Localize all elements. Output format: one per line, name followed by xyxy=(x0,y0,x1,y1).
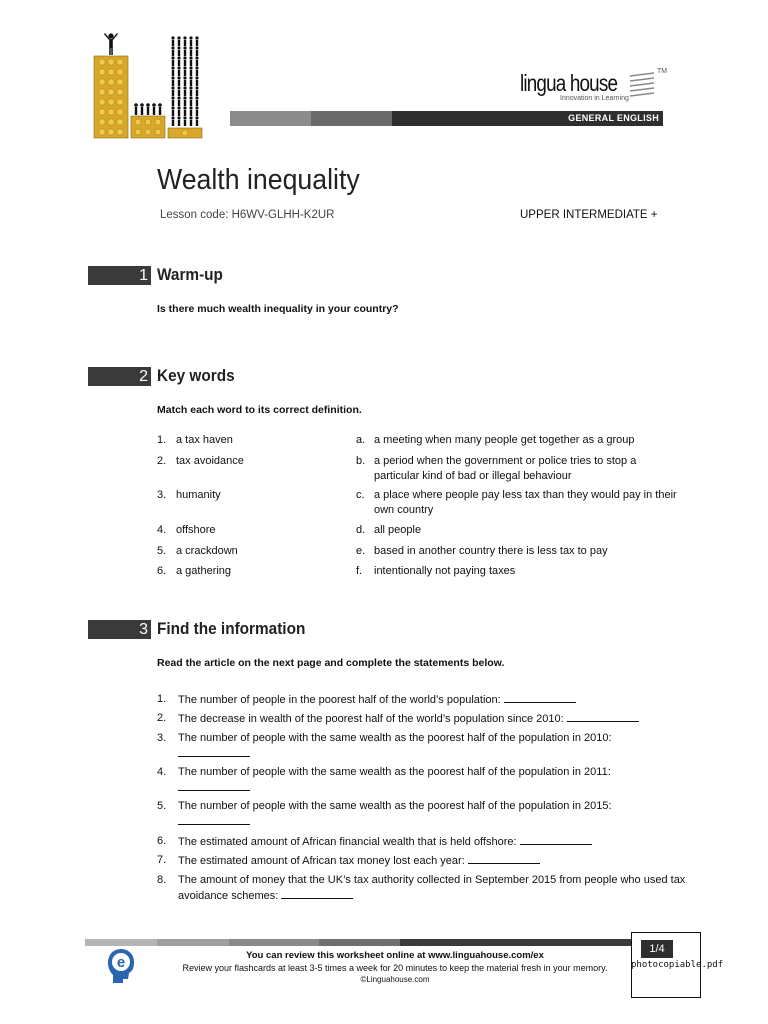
definition-item: c. a place where people pay less tax than they would pay in their own country xyxy=(356,489,677,516)
answer-blank[interactable] xyxy=(567,711,639,722)
word-item: 5. a crackdown xyxy=(157,545,238,557)
section-1-title: Warm-up xyxy=(157,266,223,284)
photocopiable-label: photocopiable.pdf xyxy=(631,960,724,970)
answer-blank[interactable] xyxy=(178,780,250,791)
section-2-title: Key words xyxy=(157,367,235,385)
section-3-title: Find the information xyxy=(157,620,306,638)
trademark-mark: TM xyxy=(657,68,668,75)
section-2-number: 2 xyxy=(88,367,151,386)
statement-item: 5. The number of people with the same wealth as the poorest half of the population in 2015: xyxy=(157,799,657,830)
word-item: 2. tax avoidance xyxy=(157,455,244,467)
definition-item: a. a meeting when many people get together as a group xyxy=(356,434,635,446)
e-learning-icon[interactable] xyxy=(106,947,136,985)
answer-blank[interactable] xyxy=(468,853,540,864)
footer-copyright: ©Linguahouse.com xyxy=(360,975,430,984)
statement-item: 7. The estimated amount of African tax money lost each year: xyxy=(157,853,687,869)
footer-flashcard-tip: Review your flashcards at least 3-5 times a week for 20 minutes to keep the material fresh in your memory. xyxy=(182,963,608,973)
page-title: Wealth inequality xyxy=(157,164,360,196)
statement-item: 3. The number of people with the same wealth as the poorest half of the population in 2010: xyxy=(157,731,657,762)
statement-item: 8. The amount of money that the UK’s tax authority collected in September 2015 from people who used tax avoidance schemes: xyxy=(157,874,686,902)
answer-blank[interactable] xyxy=(178,746,250,757)
level-label: UPPER INTERMEDIATE + xyxy=(520,209,658,221)
section-3-instruction: Read the article on the next page and complete the statements below. xyxy=(157,657,505,669)
statement-item: 1. The number of people in the poorest half of the world’s population: xyxy=(157,692,687,708)
definition-item: b. a period when the government or police tries to stop a particular kind of bad or illegal behaviour xyxy=(356,455,637,482)
lesson-code: Lesson code: H6WV-GLHH-K2UR xyxy=(160,209,335,221)
answer-blank[interactable] xyxy=(178,814,250,825)
svg-text:e: e xyxy=(116,954,126,971)
page-number: 1/4 xyxy=(641,940,673,958)
statement-item: 4. The number of people with the same wealth as the poorest half of the population in 2011: xyxy=(157,765,657,796)
word-item: 6. a gathering xyxy=(157,565,232,577)
definition-item: d. all people xyxy=(356,524,422,536)
category-label: GENERAL ENGLISH xyxy=(568,113,659,123)
definition-item: e. based in another country there is less tax to pay xyxy=(356,545,608,557)
statement-item: 6. The estimated amount of African financial wealth that is held offshore: xyxy=(157,834,687,850)
statement-item: 2. The decrease in wealth of the poorest half of the world’s population since 2010: xyxy=(157,711,687,727)
lingua-house-logo xyxy=(520,70,670,110)
answer-blank[interactable] xyxy=(281,888,353,899)
book-stack-icon xyxy=(628,72,658,100)
brand-tagline: Innovation in Learning xyxy=(560,95,629,102)
brand-name: lingua house xyxy=(520,70,618,96)
definition-item: f. intentionally not paying taxes xyxy=(356,565,516,577)
section-2-instruction: Match each word to its correct definition. xyxy=(157,404,362,416)
section-1-number: 1 xyxy=(88,266,151,285)
section-3-number: 3 xyxy=(88,620,151,639)
answer-blank[interactable] xyxy=(520,834,592,845)
answer-blank[interactable] xyxy=(504,692,576,703)
footer-bar xyxy=(85,939,632,946)
word-item: 3. humanity xyxy=(157,489,221,501)
word-item: 1. a tax haven xyxy=(157,434,233,446)
section-1-question: Is there much wealth inequality in your country? xyxy=(157,303,399,315)
header-bar xyxy=(230,111,663,126)
word-item: 4. offshore xyxy=(157,524,216,536)
wealth-inequality-illustration xyxy=(92,32,204,140)
footer-review-online: You can review this worksheet online at www.linguahouse.com/ex xyxy=(246,950,544,961)
